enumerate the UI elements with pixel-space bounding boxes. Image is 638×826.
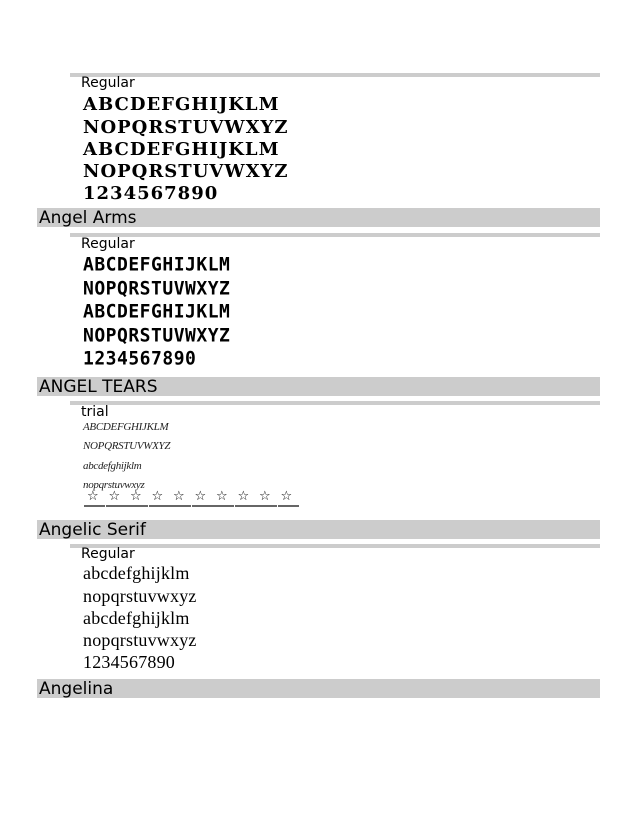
sample-line: ABCDEFGHIJKLM	[83, 300, 231, 323]
star-glyph: ☆	[108, 489, 121, 504]
star-icon	[84, 489, 106, 510]
style-divider	[70, 233, 600, 237]
star-caption-mark	[170, 505, 191, 507]
sample-line: NOPQRSTUVWXYZ	[83, 324, 231, 347]
style-label: Regular	[81, 236, 135, 252]
style-divider	[70, 401, 600, 405]
star-icon	[127, 489, 149, 510]
sample-line: abcdefghijklm	[83, 563, 190, 583]
sample-line: NOPQRSTUVWXYZ	[83, 277, 231, 300]
family-header: Angel Arms	[37, 208, 600, 227]
family-header: Angelina	[37, 679, 600, 698]
sample-line: ABCDEFGHIJKLM	[83, 94, 280, 115]
star-caption-mark	[278, 505, 299, 507]
star-glyph-row	[84, 489, 299, 510]
star-glyph: ☆	[237, 489, 250, 504]
sample-line: ABCDEFGHIJKLM	[83, 421, 169, 433]
star-caption-mark	[213, 505, 234, 507]
style-label: Regular	[81, 75, 135, 91]
star-caption-mark	[256, 505, 277, 507]
star-glyph: ☆	[87, 489, 99, 504]
style-label: Regular	[81, 546, 135, 562]
star-glyph: ☆	[259, 489, 271, 504]
sample-line: nopqrstuvwxyz	[83, 630, 197, 650]
star-glyph: ☆	[173, 489, 185, 504]
star-caption-mark	[192, 505, 213, 507]
sample-line: nopqrstuvwxyz	[83, 479, 145, 491]
star-glyph: ☆	[194, 489, 207, 504]
star-icon	[106, 489, 128, 510]
star-glyph: ☆	[216, 489, 228, 504]
sample-line: ABCDEFGHIJKLM	[83, 253, 231, 276]
sample-line: abcdefghijklm	[83, 608, 190, 628]
family-header: ANGEL TEARS	[37, 377, 600, 396]
star-glyph: ☆	[130, 489, 142, 504]
star-glyph: ☆	[280, 489, 293, 504]
sample-line: 1234567890	[83, 183, 219, 204]
sample-line: nopqrstuvwxyz	[83, 586, 197, 606]
star-glyph: ☆	[151, 489, 164, 504]
star-icon	[149, 489, 171, 510]
sample-line: NOPQRSTUVWXYZ	[83, 161, 289, 182]
star-caption-mark	[149, 505, 170, 507]
star-icon	[256, 489, 278, 510]
star-caption-mark	[235, 505, 256, 507]
sample-line: abcdefghijklm	[83, 460, 142, 472]
star-caption-mark	[106, 505, 127, 507]
star-icon	[213, 489, 235, 510]
sample-line: ABCDEFGHIJKLM	[83, 139, 280, 160]
sample-line: NOPQRSTUVWXYZ	[83, 117, 289, 138]
star-caption-mark	[84, 505, 105, 507]
sample-line: 1234567890	[83, 652, 175, 672]
star-caption-mark	[127, 505, 148, 507]
style-divider	[70, 73, 600, 77]
star-icon	[192, 489, 214, 510]
sample-line: 1234567890	[83, 347, 197, 370]
style-divider	[70, 544, 600, 548]
family-header: Angelic Serif	[37, 520, 600, 539]
star-icon	[235, 489, 257, 510]
star-icon	[278, 489, 300, 510]
star-icon	[170, 489, 192, 510]
sample-line: NOPQRSTUVWXYZ	[83, 440, 171, 452]
style-label: trial	[81, 404, 109, 420]
